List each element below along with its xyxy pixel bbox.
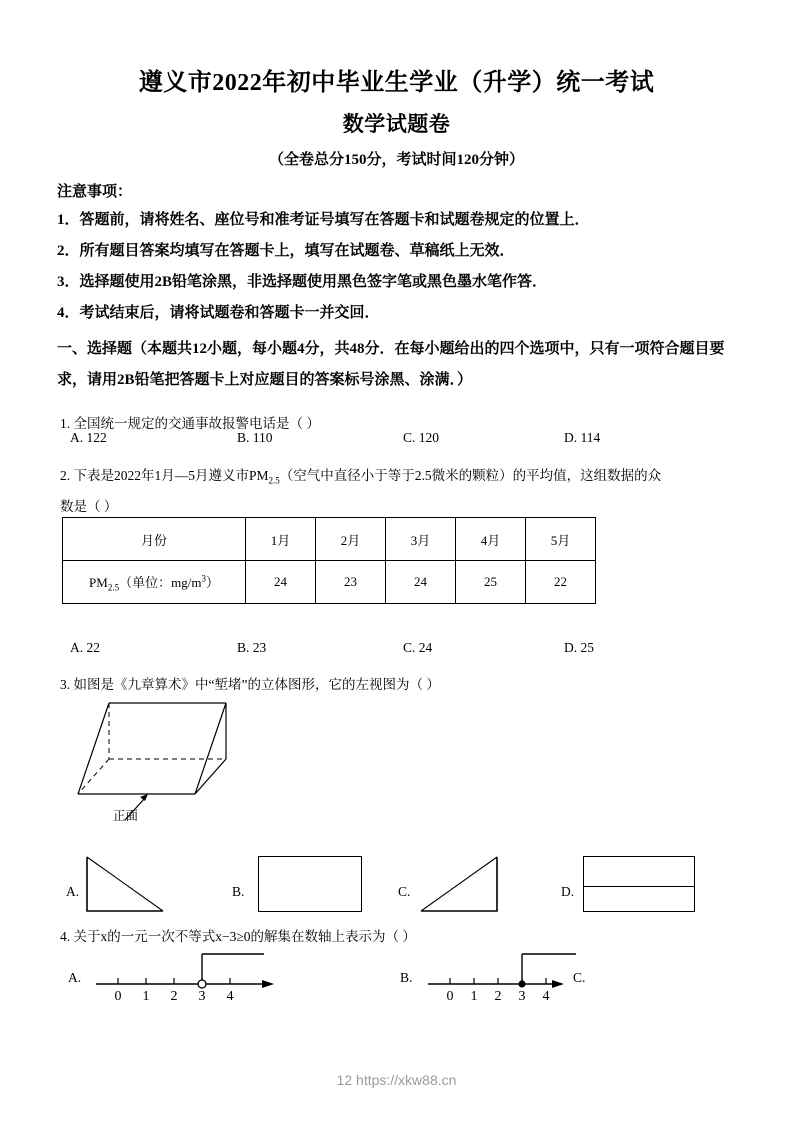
notice-item: 2．所有题目答案均填写在答题卡上，填写在试题卷、草稿纸上无效． <box>57 243 515 259</box>
option-a[interactable]: A. 122 <box>70 430 107 445</box>
option-b[interactable]: B. 110 <box>237 430 273 445</box>
notice-item: 1．答题前，请将姓名、座位号和准考证号填写在答题卡和试题卷规定的位置上． <box>57 212 590 228</box>
svg-text:3: 3 <box>198 989 206 1002</box>
notice-heading: 注意事项： <box>57 184 133 200</box>
table-cell-value: 23 <box>316 561 386 604</box>
option-c-label[interactable]: C. <box>398 884 411 899</box>
svg-text:2: 2 <box>170 989 178 1002</box>
question-2-line2: 数是（ ） <box>60 498 118 514</box>
option-b-label[interactable]: B. <box>400 970 413 985</box>
option-a-triangle-shape[interactable] <box>86 856 164 912</box>
svg-text:3: 3 <box>518 989 526 1002</box>
page-footer: 12 https://xkw88.cn <box>336 1072 457 1088</box>
question-1-options <box>0 430 793 450</box>
question-1-text: 1. 全国统一规定的交通事故报警电话是（ ） <box>60 416 320 431</box>
svg-text:1: 1 <box>142 989 150 1002</box>
table-cell-value: 24 <box>386 561 456 604</box>
option-b-number-line-closed-dot[interactable] <box>424 950 634 1002</box>
option-a-label[interactable]: A. <box>66 884 80 899</box>
svg-text:0: 0 <box>446 989 454 1002</box>
question-2-text <box>60 463 750 520</box>
prism-solid-figure-icon <box>62 694 312 834</box>
figure-front-label: 正面 <box>113 809 139 823</box>
table-row <box>63 518 596 561</box>
option-d-divided-rectangle-shape[interactable] <box>583 856 695 912</box>
table-cell-value: 22 <box>526 561 596 604</box>
svg-text:2: 2 <box>494 989 502 1002</box>
option-c[interactable]: C. 120 <box>403 430 440 445</box>
table-header-pm25: $PM_{2.5}$（单位：$mg/m^3$） <box>63 561 246 604</box>
question-2-line1: 2. 下表是2022年1月—5月遵义市$PM_{2.5}$（空气中直径小于等于2.5微米的颗粒）的平均值，这组数据的众 <box>60 468 662 486</box>
table-cell-value: 25 <box>456 561 526 604</box>
table-row <box>63 561 596 604</box>
svg-text:4: 4 <box>226 989 234 1002</box>
option-b-rectangle-shape[interactable] <box>258 856 362 912</box>
option-b-label[interactable]: B. <box>232 884 245 899</box>
option-d-divider-line <box>583 886 695 887</box>
option-b[interactable]: B. 23 <box>237 640 267 655</box>
notice-item: 4．考试结束后，请将试题卷和答题卡一并交回． <box>57 305 380 321</box>
question-2-options <box>0 640 793 660</box>
option-d[interactable]: D. 114 <box>564 430 601 445</box>
svg-text:4: 4 <box>542 989 550 1002</box>
page-title: 遵义市2022年初中毕业生学业（升学）统一考试 <box>138 70 655 96</box>
option-d[interactable]: D. 25 <box>564 640 594 655</box>
table-header-cell: 1月 <box>246 518 316 561</box>
option-c-label[interactable]: C. <box>573 970 586 985</box>
question-4-text: 4. 关于x的一元一次不等式x−3≥0的解集在数轴上表示为（ ） <box>60 929 416 944</box>
option-a[interactable]: A. 22 <box>70 640 100 655</box>
table-header-month: 月份 <box>63 518 246 561</box>
svg-text:0: 0 <box>114 989 122 1002</box>
page-subtitle: 数学试题卷 <box>342 112 451 136</box>
option-d-label[interactable]: D. <box>561 884 575 899</box>
option-c-triangle-shape[interactable] <box>420 856 498 912</box>
table-cell-value: 24 <box>246 561 316 604</box>
table-header-cell: 2月 <box>316 518 386 561</box>
table-header-cell: 3月 <box>386 518 456 561</box>
option-a-number-line-open-circle[interactable] <box>92 950 302 1002</box>
question-3-text: 3. 如图是《九章算术》中“堑堵”的立体图形，它的左视图为（ ） <box>60 677 440 692</box>
notice-item: 3．选择题使用2B铅笔涂黑，非选择题使用黑色签字笔或黑色墨水笔作答． <box>57 274 548 290</box>
svg-text:1: 1 <box>470 989 478 1002</box>
exam-score-time-note: （全卷总分150分，考试时间120分钟） <box>268 152 524 168</box>
option-c[interactable]: C. 24 <box>403 640 433 655</box>
section-heading-multiple-choice: 一、选择题（本题共12小题，每小题4分，共48分．在每小题给出的四个选项中，只有一项符合题目要求，请用2B铅笔把答题卡上对应题目的答案标号涂黑、涂满．） <box>57 341 725 388</box>
pm25-data-table <box>62 517 596 604</box>
table-header-cell: 4月 <box>456 518 526 561</box>
option-a-label[interactable]: A. <box>68 970 82 985</box>
table-header-cell: 5月 <box>526 518 596 561</box>
